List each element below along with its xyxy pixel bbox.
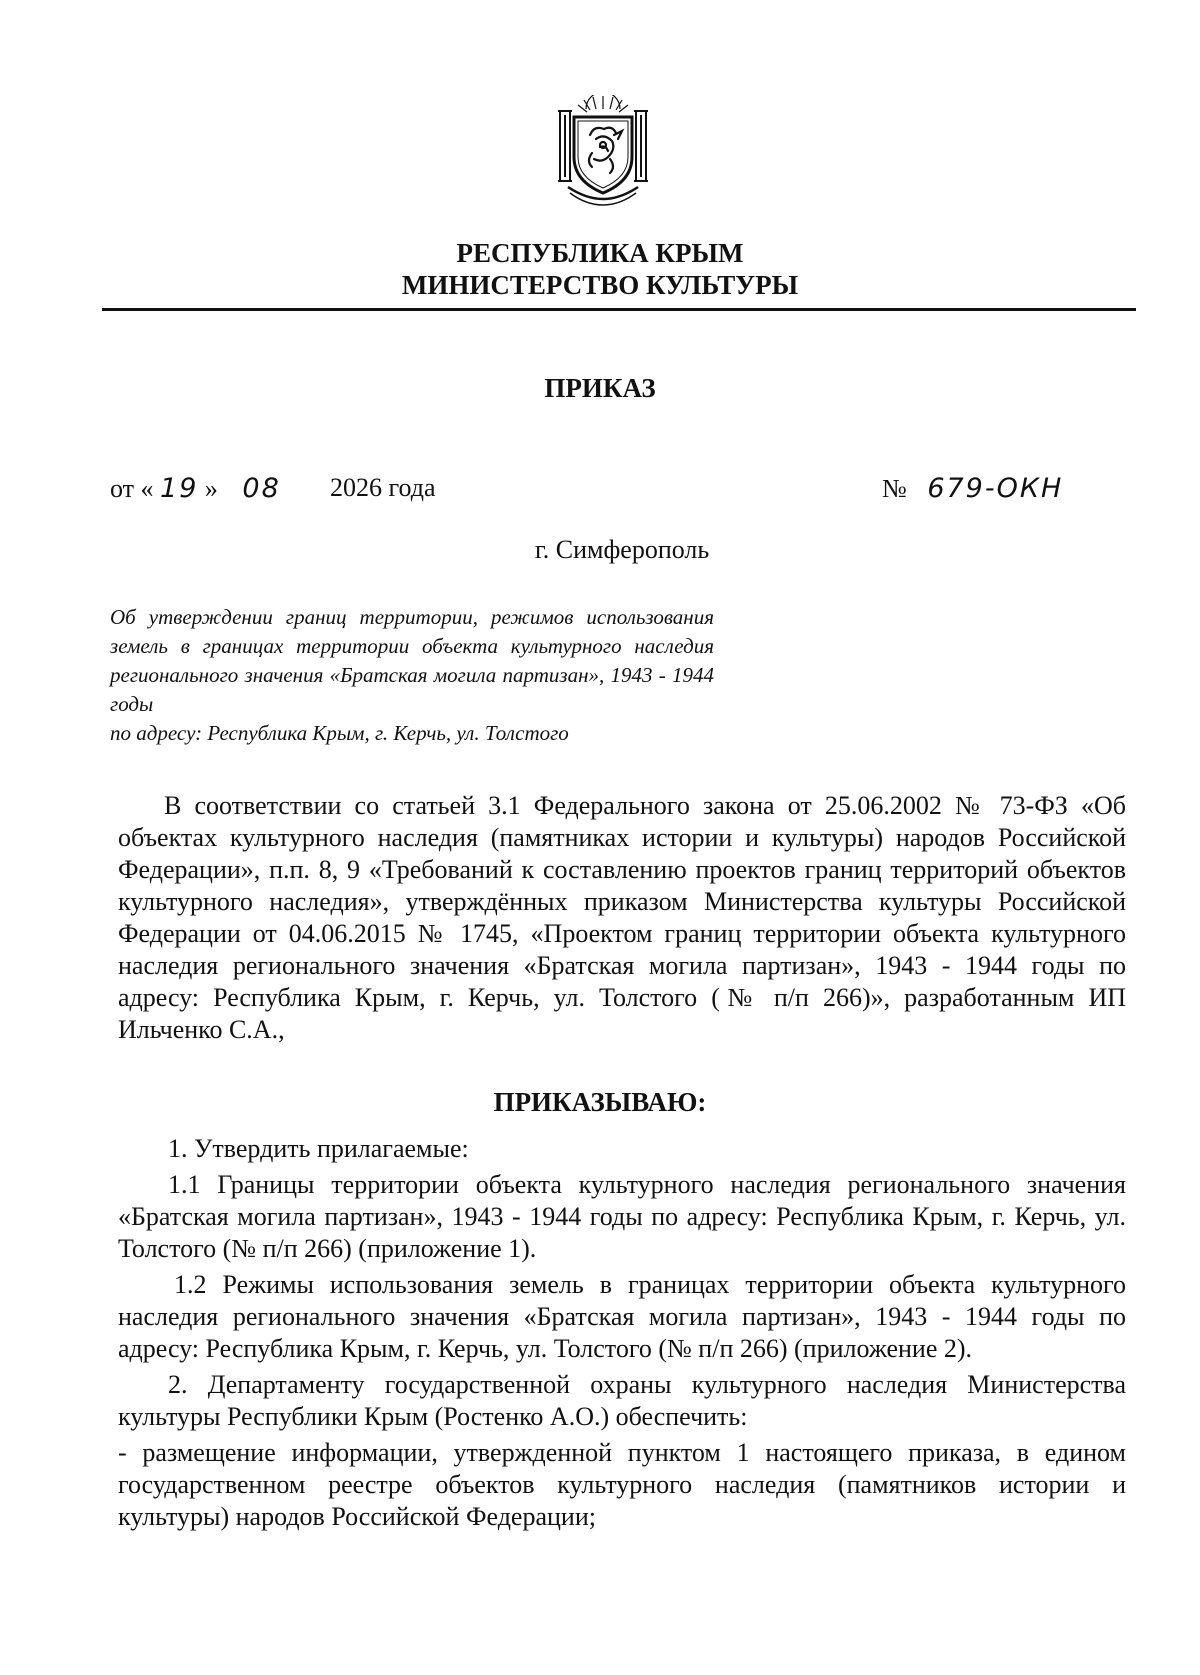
order-title: ПРИКАЗ <box>544 373 656 403</box>
republic-heading: РЕСПУБЛИКА КРЫМ <box>456 238 744 268</box>
list-item: 1.2 Режимы использования земель в границах территории объекта культурного наследия регионального значения «Братская могила партизан», 1943 - 1944 годы по адресу: Республика Крым, г. Керчь, ул. Толстого (№ п/п 266) (приложение 2). <box>118 1270 1126 1363</box>
order-items <box>118 1133 1126 1533</box>
list-item: 2. Департаменту государственной охраны культурного наследия Министерства культуры Республики Крым (Ростенко А.О.) обеспечить: <box>118 1370 1126 1431</box>
preamble-paragraph: В соответствии со статьей 3.1 Федерального закона от 25.06.2002 № 73-ФЗ «Об объектах культурного наследия (памятниках истории и культуры) народов Российской Федерации», п.п. 8, 9 «Требований к составлению проектов границ территорий объектов культурного наследия», утверждённых приказом Министерства культуры Российской Федерации от 04.06.2015 № 1745, «Проектом границ территории объекта культурного наследия регионального значения «Братская могила партизан», 1943 - 1944 годы по адресу: Республика Крым, г. Керчь, ул. Толстого (№ п/п 266)», разработанным ИП Ильченко С.А., <box>118 791 1126 1044</box>
order-number-value: 679-ОКН <box>927 473 1064 504</box>
order-city: г. Симферополь <box>535 535 710 564</box>
order-number <box>882 473 1063 504</box>
order-year: 2026 года <box>330 473 436 502</box>
subject-last-line: по адресу: Республика Крым, г. Керчь, ул. Толстого <box>110 721 569 745</box>
list-item: 1.1 Границы территории объекта культурного наследия регионального значения «Братская могила партизан», 1943 - 1944 годы по адресу: Республика Крым, г. Керчь, ул. Толстого (№ п/п 266) (приложение 1). <box>118 1170 1126 1263</box>
order-date <box>110 473 436 504</box>
date-prefix: от « <box>110 474 154 503</box>
list-item: 1. Утвердить прилагаемые: <box>168 1134 469 1163</box>
list-item: - размещение информации, утвержденной пунктом 1 настоящего приказа, в едином государственном реестре объектов культурного наследия (памятников истории и культуры) народов Российской Федерации; <box>118 1438 1126 1531</box>
order-month: 08 <box>242 473 281 504</box>
decree-heading: ПРИКАЗЫВАЮ: <box>493 1087 707 1117</box>
crimea-coat-of-arms-icon <box>556 95 650 207</box>
ministry-heading: МИНИСТЕРСТВО КУЛЬТУРЫ <box>401 270 799 300</box>
number-prefix: № <box>882 474 907 503</box>
order-subject <box>110 603 714 748</box>
header-divider <box>102 308 1136 311</box>
order-day: 19 <box>160 473 199 504</box>
subject-text: Об утверждении границ территории, режимов использования земель в границах территории объекта культурного наследия регионального значения «Братская могила партизан», 1943 - 1944 годы <box>110 605 714 716</box>
date-mid: » <box>204 474 218 503</box>
